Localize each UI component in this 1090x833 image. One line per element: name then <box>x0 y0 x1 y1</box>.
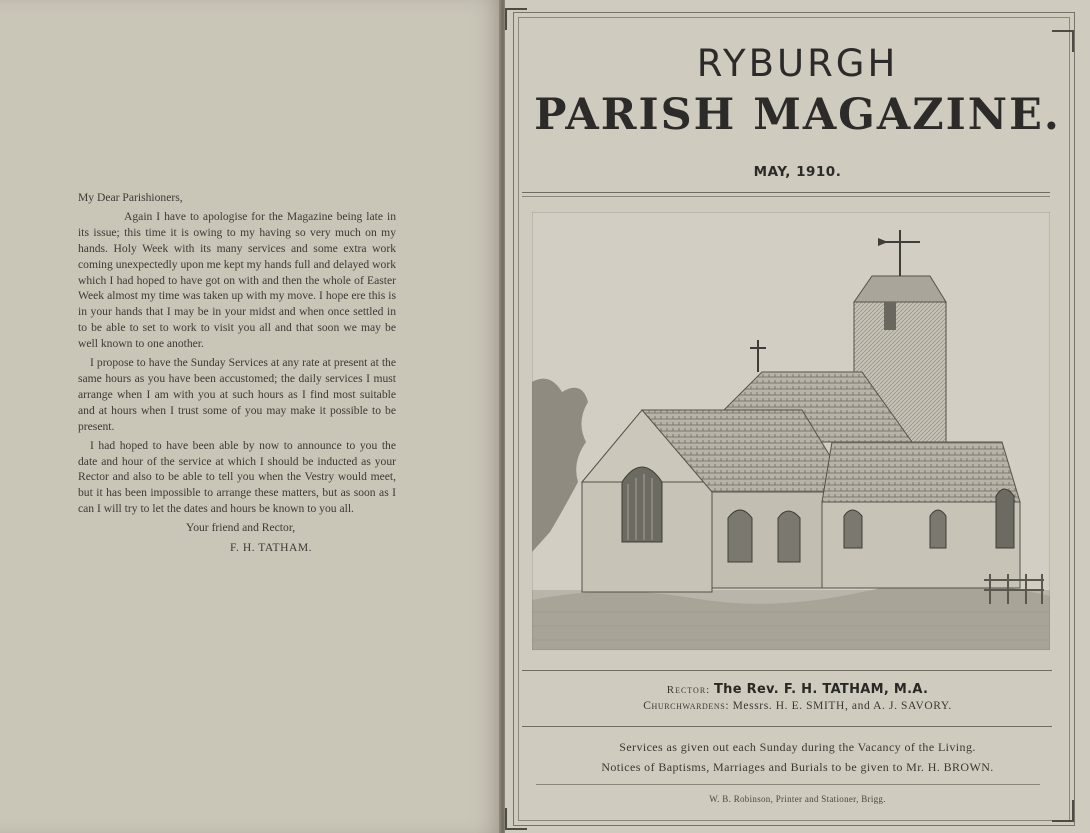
divider-rule <box>536 784 1040 785</box>
rector-name: The Rev. F. H. TATHAM, M.A. <box>713 682 929 697</box>
issue-date: MAY, 1910. <box>753 164 842 180</box>
corner-ornament-top-left <box>505 8 527 30</box>
printer-imprint: W. B. Robinson, Printer and Stationer, Brigg. <box>709 794 886 804</box>
letter-closing: Your friend and Rector, <box>186 521 296 535</box>
services-notice: Services as given out each Sunday during the Vacancy of the Living. <box>619 740 976 754</box>
rector-letter <box>78 190 396 556</box>
divider-rule <box>522 196 1050 197</box>
letter-paragraph-1: Again I have to apologise for the Magazine being late in its issue; this time it is owing to my having so very much on my hands. Holy Week with its many services and some extra work coming unexpectedly upon me kept my hands full and delayed work which I had hoped to have got on with and then the whole of Easter Week almost my time was taken up with my move. I hope ere this is in your hands that I may be in your midst and when once settled in to be able to set to work to visit you all and that soon we may be well known to one another. <box>78 209 396 351</box>
baptisms-notice: Notices of Baptisms, Marriages and Burials to be given to Mr. H. BROWN. <box>601 760 994 774</box>
divider-rule <box>522 670 1052 671</box>
letter-paragraph-2: I propose to have the Sunday Services at any rate at present at the same hours as you have been accustomed; the daily services I must arrange when I am with you at such hours as I find most suitable and at hours when I trust some of you may make it possible to be present. <box>78 356 396 433</box>
churchwardens-line <box>505 700 1090 712</box>
rector-line <box>505 682 1090 697</box>
magazine-title-top: RYBURGH <box>696 42 899 85</box>
church-illustration <box>532 212 1050 650</box>
letter-signature: F. H. TATHAM. <box>230 541 313 555</box>
letter-salutation: My Dear Parishioners, <box>78 191 183 204</box>
rector-label: Rector: <box>666 684 711 696</box>
churchwardens-names: Messrs. H. E. SMITH, and A. J. SAVORY. <box>732 700 952 712</box>
left-page <box>0 0 503 833</box>
corner-ornament-bottom-left <box>505 808 527 830</box>
letter-paragraph-3: I had hoped to have been able by now to announce to you the date and hour of the service at which I should be inducted as your Rector and also to be able to tell you when the Vestry would meet, but it has been impossible to arrange these matters, but as soon as I can I will try to let the dates and hours be known to you all. <box>78 438 396 516</box>
magazine-title-main: PARISH MAGAZINE. <box>534 90 1061 140</box>
churchwardens-label: Churchwardens: <box>643 700 730 712</box>
divider-rule <box>522 192 1050 193</box>
divider-rule <box>522 726 1052 727</box>
